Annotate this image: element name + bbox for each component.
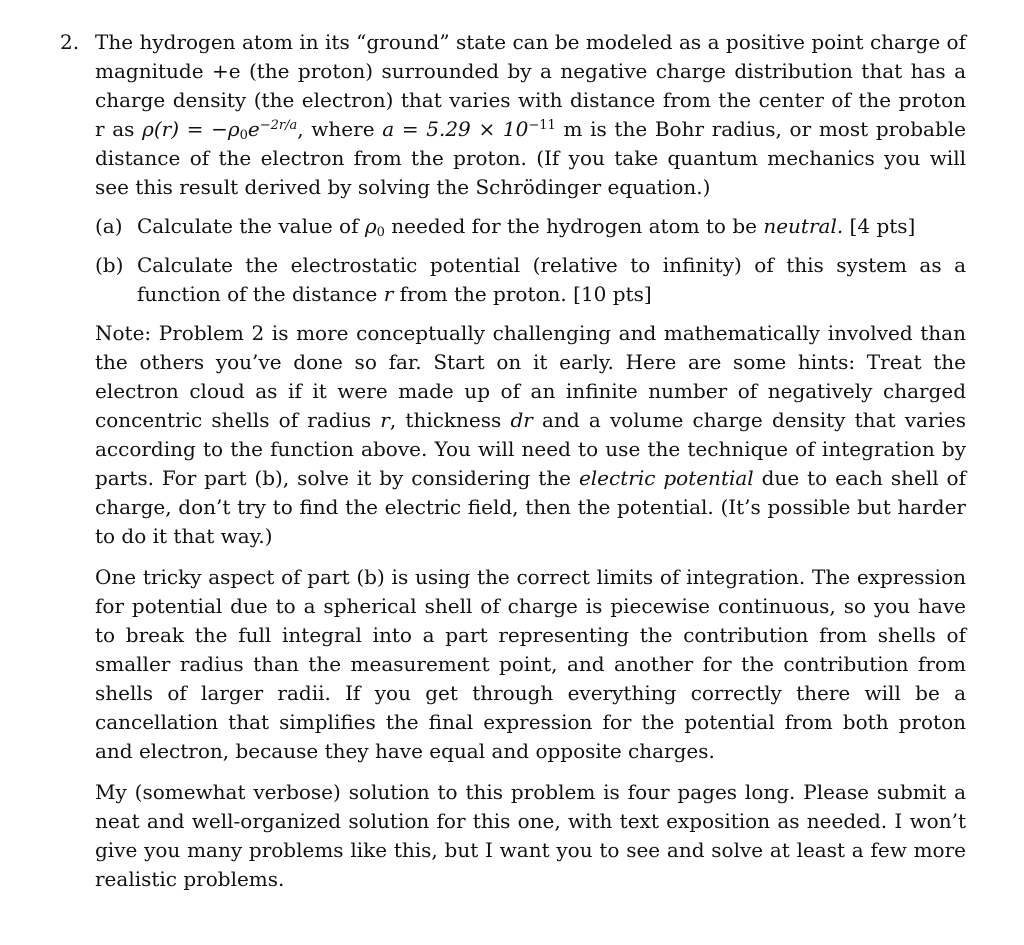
neutral-emphasis: neutral.: [763, 214, 844, 238]
density-exponent: −2r/a: [259, 118, 298, 133]
distance-symbol: r: [383, 282, 394, 306]
shell-radius-symbol: r: [380, 408, 390, 432]
problem-2: [60, 28, 966, 894]
bohr-radius-value: a = 5.29 × 10: [382, 117, 529, 141]
part-a-label: (a): [95, 214, 123, 238]
problem-number: 2.: [60, 30, 80, 54]
part-a-text: [137, 212, 966, 241]
problem-parts: [95, 212, 966, 309]
bohr-radius-exponent: −11: [528, 118, 556, 133]
part-a-middle-text: needed for the hydrogen atom to be: [384, 214, 764, 238]
part-b-before-symbol: Calculate the electrostatic potential (relative to infinity) of this system as a function of the distance: [137, 253, 966, 306]
density-subscript: 0: [239, 128, 248, 143]
part-b-label: (b): [95, 253, 124, 277]
rho-subscript: 0: [376, 225, 385, 240]
note-after-emphasis: due to each shell of charge, don’t try to find the electric field, then the potential. (It’s possible but harder to do it that way.): [95, 466, 966, 548]
thickness-symbol: dr: [510, 408, 533, 432]
problem-intro: [95, 28, 966, 202]
density-lhs: ρ(r) = −ρ: [142, 117, 240, 141]
intro-after-bohr-radius: m is the Bohr radius, or most probable distance of the electron from the proton. (If you take quantum mechanics you will see this result derived by solving the Schrödinger equation.): [95, 117, 966, 199]
problem-sheet: [60, 28, 966, 894]
part-a: [95, 212, 966, 241]
density-exponential-base: e: [247, 117, 260, 141]
rho-symbol: ρ: [364, 214, 377, 238]
part-a-points: [4 pts]: [843, 214, 916, 238]
thickness-text: , thickness: [389, 408, 511, 432]
part-b-after-symbol: from the proton. [10 pts]: [393, 282, 652, 306]
part-a-before-symbol: Calculate the value of: [137, 214, 365, 238]
note-after-thickness: and a volume charge density that varies according to the function above. You will need to use the technique of integration by parts. For part (b), solve it by considering the: [95, 408, 966, 490]
intro-after-density: , where: [297, 117, 383, 141]
electric-potential-emphasis: electric potential: [578, 466, 754, 490]
note-before-radius: Note: Problem 2 is more conceptually challenging and mathematically involved than the others you’ve done so far. Start on it early. Here are some hints: Treat the electron cloud as if it were made up of an infinite number of negatively charged concentric shells of radius: [95, 321, 966, 432]
note-paragraph: [95, 319, 966, 551]
integration-limits-paragraph: One tricky aspect of part (b) is using the correct limits of integration. The expression for potential due to a spherical shell of charge is piecewise continuous, so you have to break the full integral into a part representing the contribution from shells of smaller radius than the measurement point, and another for the contribution from shells of larger radii. If you get through everything correctly there will be a cancellation that simplifies the final expression for the potential from both proton and electron, because they have equal and opposite charges.: [95, 565, 966, 763]
intro-before-density: The hydrogen atom in its “ground” state can be modeled as a positive point charge of magnitude +e (the proton) surrounded by a negative charge distribution that has a charge density (the electron) that varies with distance from the center of the proton r as: [95, 30, 966, 141]
problem-body: [95, 28, 966, 894]
part-b-text: [137, 251, 966, 309]
closing-paragraph: My (somewhat verbose) solution to this problem is four pages long. Please submit a neat and well-organized solution for this one, with text exposition as needed. I won’t give you many problems like this, but I want you to see and solve at least a few more realistic problems.: [95, 780, 966, 891]
part-b: [95, 251, 966, 309]
